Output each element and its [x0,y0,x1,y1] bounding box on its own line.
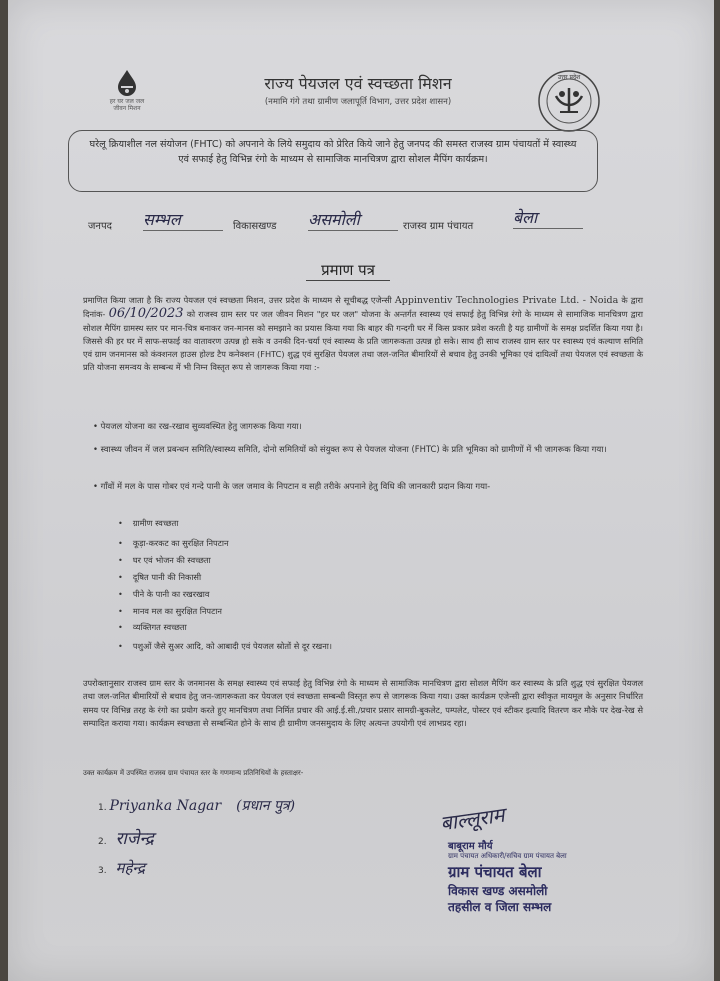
stamp-district: तहसील व जिला सम्भल [448,900,552,914]
stamp-designation: ग्राम पंचायत अधिकारी/सचिव ग्राम पंचायत बेला [448,852,567,860]
banner-text: घरेलू क्रियाशील नल संयोजन (FHTC) को अपनाने के लिये समुदाय को प्रेरित किये जाने हेतु जनपद की समस्त राजस्व ग्राम पंचायतों में स्वास्थ्य एवं सफाई हेतु विभिन्न रंगो के माध्यम से सामाजिक मानचित्रण द्वारा सोशल मैपिंग कार्यक्रम। [89,139,577,165]
para1-date-label: के द्वारा दिनांक- [83,295,643,320]
witness-2 [98,826,154,849]
program-banner [68,130,598,192]
stamp-block: विकास खण्ड असमोली [448,884,548,898]
certificate-paragraph-2: उपरोक्तानुसार राजस्व ग्राम स्तर के जनमानस के समक्ष स्वास्थ्य एवं सफाई हेतु विभिन्न रंगो के माध्यम से सामाजिक मानचित्रण द्वारा सोशल मैपिंग कर स्वास्थ्य के प्रति शुद्ध एवं सुरक्षित पेयजल तथा जल-जनित बीमारियों से बचाव हेतु जन-जागरूकता कर पेयजल एवं स्वच्छता सम्बन्धी विस्तृत रूप से जागरूक किया गया। उक्त कार्यक्रम एजेन्सी द्वारा स्वीकृत मायमूल के अनुसार निर्धारित समय पर विभिन्न तरह के रंगो का प्रयोग करते हुए मानचित्रण तथा निर्मित प्रचार की आई.ई.सी./प्रचार प्रसार सामग्री-बुकलेट, पम्पलेट, पोस्टर एवं स्टीकर इत्यादि वितरण कर मौके पर देख-रेख से सम्पादित कराया गया। कार्यक्रम स्वच्छता से सम्बन्धित होने के साथ ही ग्रामीण जनसमुदाय के लिए अत्यन्त उपयोगी एवं लाभप्रद रहा। [83,678,643,728]
stamp-name: बाबूराम मौर्य [448,841,493,852]
witness-signature: Priyanka Nagar [109,798,222,814]
emblem-icon [536,68,602,134]
para1-body: को राजस्व ग्राम स्तर पर जल जीवन मिशन "हर घर जल" योजना के अन्तर्गत स्वास्थ्य एवं सफाई हेतु विभिन्न रंगो के माध्यम से सामाजिक मानचित्रण द्वारा सोशल मैपिंग ग्रामस्थ स्तर पर मान-चित्र बनाकर जन-मानस को समझाने का प्रयास किया गया कि बाहर की गन्दगी घर में किस प्रकार प्रवेश करती है यह ग्रामीणों के समक्ष प्रदर्शित किया गया है। जिससे की हर घर में साफ-सफाई का वातावरण उत्पन्न हो सके व उनकी दिन-चर्या एवं स्वास्थ्य के प्रति जागरूकता उत्पन्न हो सके। साथ ही साथ राजस्व ग्राम स्तर पर स्वास्थ्य एवं कल्याण समिति एवं ग्राम जनमानस को कंक्शनल हाउस होल्ड टैप कनेक्शन (FHTC) शुद्ध एवं सुरक्षित पेयजल तथा जल-जनित बीमारियों से बचाव हेतु उनकी भूमिका एवं दायित्वों तथा पेयजल एवं स्वच्छता के प्रति योजना समन्वय के सम्बन्ध में भी निम्न विस्तृत रूप से जागरूक किया गया :- [83,309,643,373]
district-label: जनपद [88,221,112,232]
list-item: • दूषित पानी की निकासी [118,572,201,583]
witness-number: 3. [98,866,107,876]
witness-3 [98,858,145,878]
program-date: 06/10/2023 [108,306,184,322]
emblem-text: उत्तर प्रदेश [557,74,581,81]
panchayat-label: राजस्व ग्राम पंचायत [403,221,474,232]
bullet-3-text: गाँवों में मल के पास गोबर एवं गन्दे पानी के जल जमाव के निपटान व सही तरीके अपनाने हेतु विधि की जानकारी प्रदान किया गया- [100,481,491,491]
witness-signature: महेन्द्र [115,859,146,877]
district-value: सम्भल [143,208,223,231]
bullet-2-text: स्वास्थ्य जीवन में जल प्रबन्धन समिति/स्वास्थ्य समिति, दोनो समितियों को संयुक्त रूप से पेयजल योजना (FHTC) के प्रति भूमिका को ग्रामीणों में भी जागरूक किया गया। [100,444,607,454]
block-label: विकासखण्ड [233,221,277,232]
para1-intro: प्रमाणित किया जाता है कि राज्य पेयजल एवं स्वच्छता मिशन, उत्तर प्रदेश के माध्यम से सूचीबद्ध एजेन्सी [83,295,392,305]
witness-role: (प्रधान पुत्र) [236,798,296,814]
bullet-1-text: पेयजल योजना का रख-रखाव सुव्यवस्थित हेतु जागरूक किया गया। [100,421,302,431]
logo-caption: हर घर जल जल जीवन मिशन [109,98,145,112]
list-item: • व्यक्तिगत स्वच्छता [118,622,187,633]
list-item: • घर एवं भोजन की स्वच्छता [118,555,211,566]
list-item: • पशुओं जैसे सुअर आदि, को आबादी एवं पेयजल स्रोतों से दूर रखना। [118,641,332,652]
certificate-paragraph-1 [83,294,643,375]
list-item: • ग्रामीण स्वच्छता [118,518,178,529]
bullet-3: • गाँवों में मल के पास गोबर एवं गन्दे पानी के जल जमाव के निपटान व सही तरीके अपनाने हेतु विधि की जानकारी प्रदान किया गया- [93,481,491,491]
list-item: • कूड़ा-करकट का सुरक्षित निपटान [118,538,229,549]
witness-1 [98,796,295,815]
bullet-2: • स्वास्थ्य जीवन में जल प्रबन्धन समिति/स्वास्थ्य समिति, दोनो समितियों को संयुक्त रूप से पेयजल योजना (FHTC) के प्रति भूमिका को ग्रामीणों में भी जागरूक किया गया। [93,444,607,454]
mission-subtitle: (नमामि गंगे तथा ग्रामीण जलापूर्ति विभाग, उत्तर प्रदेश शासन) [264,97,452,107]
witness-signature: राजेन्द्र [115,829,154,849]
witness-number: 1. [98,803,107,813]
list-item: • मानव मल का सुरक्षित निपटान [118,606,222,617]
jal-jeevan-mission-logo [103,68,151,112]
official-signature: बाल्लूराम [438,802,506,836]
bullet-1: • पेयजल योजना का रख-रखाव सुव्यवस्थित हेतु जागरूक किया गया। [93,421,302,431]
mission-title: राज्य पेयजल एवं स्वच्छता मिशन [264,74,452,93]
agency-name: Appinventiv Technologies Private Ltd. - Noida [394,295,619,306]
up-government-emblem [536,68,602,134]
list-item: • पीने के पानी का रखरखाव [118,589,209,600]
document-sheet [8,0,714,981]
witness-intro: उक्त कार्यक्रम में उपस्थित राजस्व ग्राम पंचायत स्तर के गणमान्य प्रतिनिधियों के हस्ताक्षर- [83,769,304,777]
stamp-panchayat: ग्राम पंचायत बेला [448,863,542,881]
witness-number: 2. [98,837,107,847]
block-value: असमोली [308,208,398,231]
water-drop-icon [112,68,142,98]
certificate-title: प्रमाण पत्र [306,260,390,281]
panchayat-value: बेला [513,206,583,229]
